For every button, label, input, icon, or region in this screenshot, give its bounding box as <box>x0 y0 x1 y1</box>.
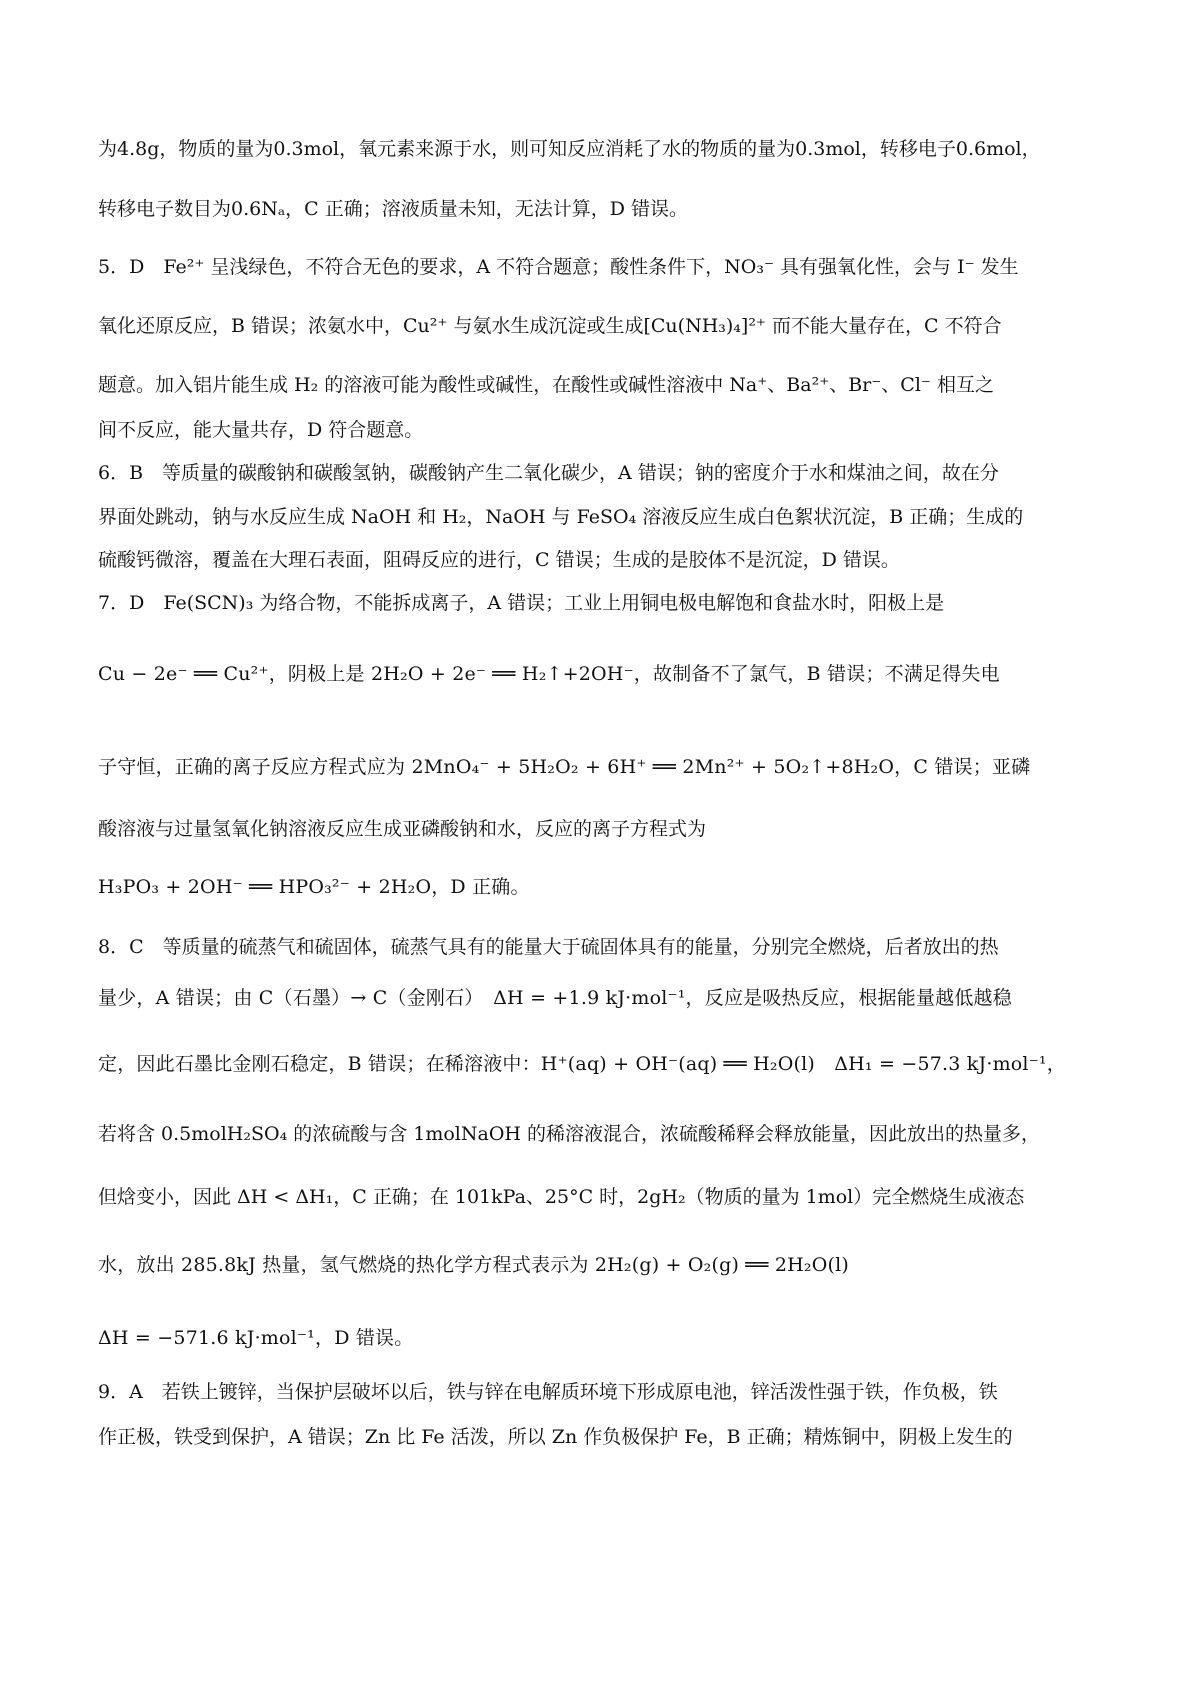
text-line: 但焓变小，因此 ΔH < ΔH₁，C 正确；在 101kPa、25°C 时，2gH₂（物质的量为 1mol）完全燃烧生成液态 <box>98 1186 1025 1208</box>
text-line: 界面处跳动，钠与水反应生成 NaOH 和 H₂，NaOH 与 FeSO₄ 溶液反应生成白色絮状沉淀，B 正确；生成的 <box>98 506 1024 528</box>
text-line: 转移电子数目为0.6Nₐ，C 正确；溶液质量未知，无法计算，D 错误。 <box>98 198 689 220</box>
equation-line: 量少，A 错误；由 C（石墨）→ C（金刚石） ΔH = +1.9 kJ·mol⁻¹，反应是吸热反应，根据能量越低越稳 <box>98 987 1012 1009</box>
equation-line: 子守恒，正确的离子反应方程式应为 2MnO₄⁻ + 5H₂O₂ + 6H⁺ ══ 2Mn²⁺ + 5O₂↑+8H₂O，C 错误；亚磷 <box>98 756 1031 778</box>
text-line: 8．C 等质量的硫蒸气和硫固体，硫蒸气具有的能量大于硫固体具有的能量，分别完全燃烧，后者放出的热 <box>98 936 999 958</box>
equation-line: 水，放出 285.8kJ 热量，氢气燃烧的热化学方程式表示为 2H₂(g) + O₂(g) ══ 2H₂O(l) <box>98 1254 849 1276</box>
text-line: 为4.8g，物质的量为0.3mol，氧元素来源于水，则可知反应消耗了水的物质的量为0.3mol，转移电子0.6mol， <box>98 138 1041 160</box>
text-line: 若将含 0.5molH₂SO₄ 的浓硫酸与含 1molNaOH 的稀溶液混合，浓硫酸稀释会释放能量，因此放出的热量多， <box>98 1123 1041 1145</box>
text-line: 7．D Fe(SCN)₃ 为络合物，不能拆成离子，A 错误；工业上用铜电极电解饱和食盐水时，阳极上是 <box>98 592 945 614</box>
equation-line: H₃PO₃ + 2OH⁻ ══ HPO₃²⁻ + 2H₂O，D 正确。 <box>98 876 530 898</box>
equation-line: 定，因此石墨比金刚石稳定，B 错误；在稀溶液中：H⁺(aq) + OH⁻(aq) ══ H₂O(l) ΔH₁ = −57.3 kJ·mol⁻¹， <box>98 1053 1066 1075</box>
text-line: 题意。加入铝片能生成 H₂ 的溶液可能为酸性或碱性，在酸性或碱性溶液中 Na⁺、Ba²⁺、Br⁻、Cl⁻ 相互之 <box>98 374 994 396</box>
text-line: 间不反应，能大量共存，D 符合题意。 <box>98 419 424 441</box>
equation-line: Cu − 2e⁻ ══ Cu²⁺，阴极上是 2H₂O + 2e⁻ ══ H₂↑+2OH⁻，故制备不了氯气，B 错误；不满足得失电 <box>98 663 1000 685</box>
text-line: 5．D Fe²⁺ 呈浅绿色，不符合无色的要求，A 不符合题意；酸性条件下，NO₃⁻ 具有强氧化性，会与 I⁻ 发生 <box>98 256 1019 278</box>
text-line: 酸溶液与过量氢氧化钠溶液反应生成亚磷酸钠和水，反应的离子方程式为 <box>98 818 707 840</box>
text-line: 6．B 等质量的碳酸钠和碳酸氢钠，碳酸钠产生二氧化碳少，A 错误；钠的密度介于水和煤油之间，故在分 <box>98 462 999 484</box>
equation-line: ΔH = −571.6 kJ·mol⁻¹，D 错误。 <box>98 1327 414 1349</box>
text-line: 氧化还原反应，B 错误；浓氨水中，Cu²⁺ 与氨水生成沉淀或生成[Cu(NH₃)₄]²⁺ 而不能大量存在，C 不符合 <box>98 315 1002 337</box>
text-line: 9．A 若铁上镀锌，当保护层破坏以后，铁与锌在电解质环境下形成原电池，锌活泼性强于铁，作负极，铁 <box>98 1381 998 1403</box>
text-line: 作正极，铁受到保护，A 错误；Zn 比 Fe 活泼，所以 Zn 作负极保护 Fe，B 正确；精炼铜中，阴极上发生的 <box>98 1426 1013 1448</box>
text-line: 硫酸钙微溶，覆盖在大理石表面，阻碍反应的进行，C 错误；生成的是胶体不是沉淀，D 错误。 <box>98 549 900 571</box>
